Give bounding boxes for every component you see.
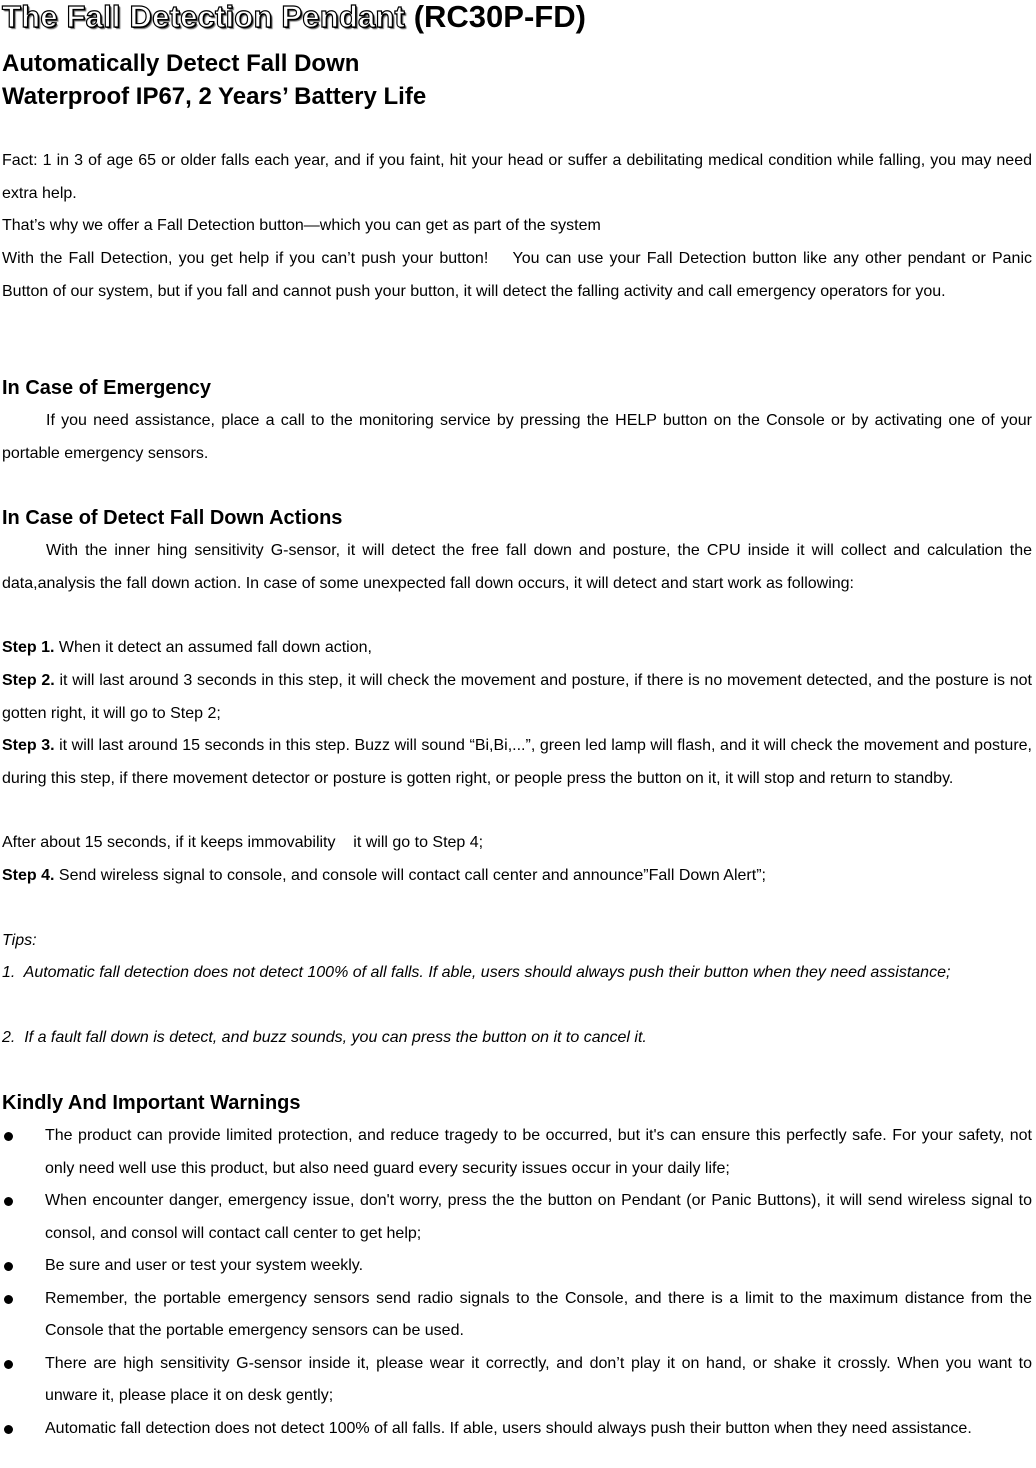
warning-item: Automatic fall detection does not detect 100% of all falls. If able, users should always push their button when they need assistance. — [2, 1413, 1032, 1446]
document-title — [2, 0, 586, 37]
warning-item: There are high sensitivity G-sensor inside it, please wear it correctly, and don’t play it on hand, or shake it crossly. When you want to unware it, please place it on desk gently; — [2, 1348, 1032, 1413]
warning-item: Be sure and user or test your system weekly. — [2, 1250, 1032, 1283]
intro-detail: With the Fall Detection, you get help if you can’t push your button! You can use your Fall Detection button like any other pendant or Panic Button of our system, but if you fall and cannot push your button, it will detect the falling activity and call emergency operators for you. — [2, 250, 1032, 300]
step-3-label: Step 3. — [2, 737, 55, 754]
bullet-icon — [4, 1132, 13, 1141]
step-1 — [2, 632, 1032, 665]
step-2 — [2, 665, 1032, 730]
bullet-icon — [4, 1360, 13, 1369]
step-3-text: it will last around 15 seconds in this step. Buzz will sound “Bi,Bi,...”, green led lamp will flash, and it will check the movement and posture, during this step, if there movement detector or posture is gotten right, or people press the button on it, it will stop and return to standby. — [2, 737, 1032, 787]
tip-2: 2. If a fault fall down is detect, and buzz sounds, you can press the button on it to cancel it. — [2, 1029, 647, 1046]
subtitle-feature: Automatically Detect Fall Down — [2, 50, 360, 77]
product-name: The Fall Detection Pendant — [2, 0, 406, 34]
fall-actions-body: With the inner hing sensitivity G-sensor, it will detect the free fall down and posture, the CPU inside it will collect and calculation the data,analysis the fall down action. In case of some unexpected fall down occurs, it will detect and start work as following: — [2, 542, 1032, 592]
tips-heading: Tips: — [2, 932, 37, 949]
bullet-icon — [4, 1425, 13, 1434]
step-1-label: Step 1. — [2, 639, 55, 656]
step-3 — [2, 730, 1032, 795]
step-2-label: Step 2. — [2, 672, 55, 689]
bullet-icon — [4, 1295, 13, 1304]
tip-1: 1. Automatic fall detection does not detect 100% of all falls. If able, users should always push their button when they need assistance; — [2, 964, 951, 981]
bullet-icon — [4, 1197, 13, 1206]
bullet-icon — [4, 1262, 13, 1271]
subtitle-specs: Waterproof IP67, 2 Years’ Battery Life — [2, 83, 427, 110]
warnings-list — [2, 1120, 1032, 1445]
step-4 — [2, 860, 1032, 893]
fall-actions-heading: In Case of Detect Fall Down Actions — [2, 507, 343, 529]
step-2-text: it will last around 3 seconds in this step, it will check the movement and posture, if there is no movement detected, and the posture is not gotten right, it will go to Step 2; — [2, 672, 1032, 722]
step-4-text: Send wireless signal to console, and console will contact call center and announce”Fall Down Alert”; — [54, 867, 766, 884]
intro-fact: Fact: 1 in 3 of age 65 or older falls each year, and if you faint, hit your head or suffer a debilitating medical condition while falling, you may need extra help. — [2, 152, 1032, 202]
warnings-heading: Kindly And Important Warnings — [2, 1092, 301, 1114]
warning-item: When encounter danger, emergency issue, don't worry, press the the button on Pendant (or Panic Buttons), it will send wireless signal to consol, and consol will contact call center to get help; — [2, 1185, 1032, 1250]
step-4-label: Step 4. — [2, 867, 55, 884]
emergency-heading: In Case of Emergency — [2, 377, 211, 399]
emergency-paragraph — [2, 405, 1032, 470]
emergency-body: If you need assistance, place a call to the monitoring service by pressing the HELP button on the Console or by activating one of your portable emergency sensors. — [2, 412, 1032, 462]
step-1-text: When it detect an assumed fall down action, — [54, 639, 372, 656]
warning-item: Remember, the portable emergency sensors send radio signals to the Console, and there is a limit to the maximum distance from the Console that the portable emergency sensors can be used. — [2, 1283, 1032, 1348]
product-model: (RC30P-FD) — [405, 0, 586, 34]
fall-actions-paragraph — [2, 535, 1032, 600]
intro-offer: That’s why we offer a Fall Detection button—which you can get as part of the system — [2, 217, 601, 234]
warning-item: The product can provide limited protection, and reduce tragedy to be occurred, but it's can ensure this perfectly safe. For your safety, not only need well use this product, but also need guard every security issues occur in your daily life; — [2, 1120, 1032, 1185]
after-step-3: After about 15 seconds, if it keeps immovability it will go to Step 4; — [2, 834, 484, 851]
